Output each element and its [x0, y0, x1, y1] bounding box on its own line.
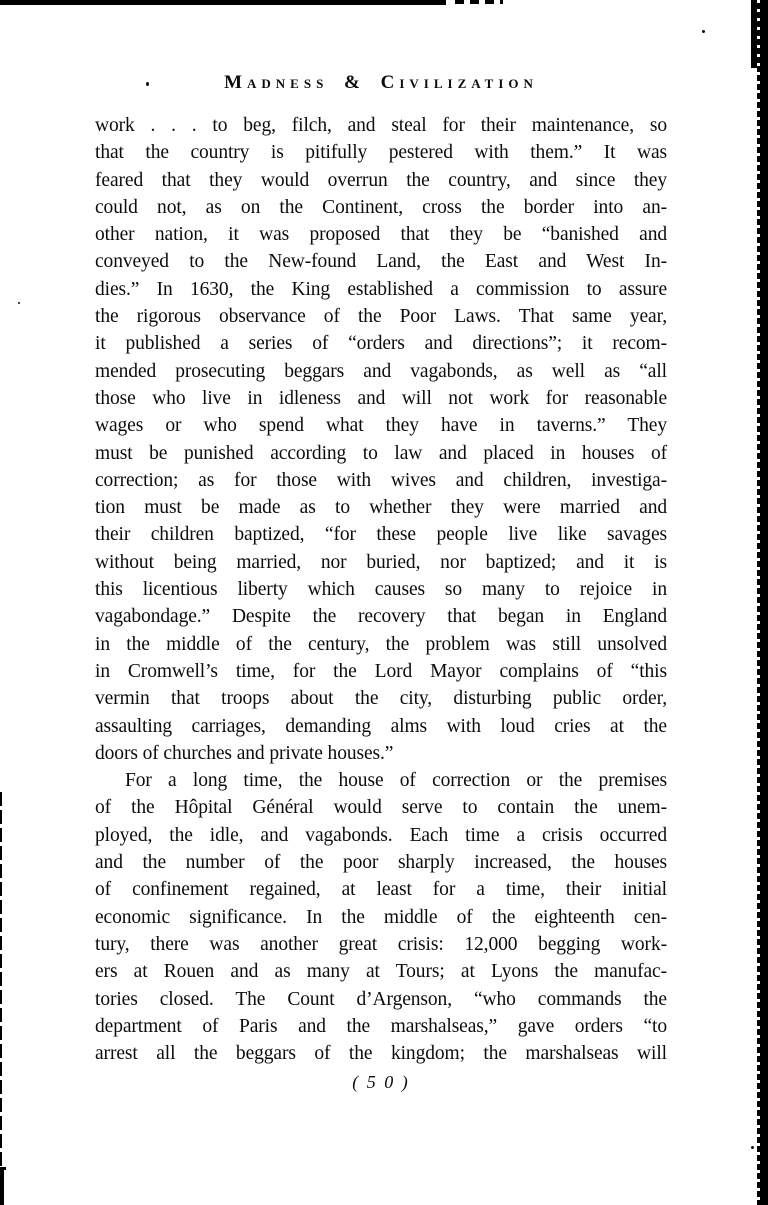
text-line: mended prosecuting beggars and vagabonds, as well as “all [95, 360, 667, 382]
scan-edge-top-bar [0, 0, 446, 5]
text-line: it published a series of “orders and directions”; it recom- [95, 333, 667, 355]
text-line: of the Hôpital Général would serve to contain the unem- [95, 797, 667, 819]
text-line: ers at Rouen and as many at Tours; at Lyons the manufac- [95, 961, 667, 983]
scan-speck [18, 302, 20, 304]
text-line: in the middle of the century, the problem was still unsolved [95, 633, 667, 655]
text-line: without being married, nor buried, nor baptized; and it is [95, 551, 667, 573]
text-line: tury, there was another great crisis: 12,000 begging work- [95, 933, 667, 955]
text-line: other nation, it was proposed that they be “banished and [95, 224, 667, 246]
scan-edge-left-line [0, 792, 2, 1170]
text-line: dies.” In 1630, the King established a commission to assure [95, 278, 667, 300]
text-line: of confinement regained, at least for a time, their initial [95, 879, 667, 901]
scan-edge-top-dashes [455, 0, 503, 4]
text-line: that the country is pitifully pestered with them.” It was [95, 142, 667, 164]
text-line: and the number of the poor sharply increased, the houses [95, 852, 667, 874]
text-line: feared that they would overrun the country, and since they [95, 169, 667, 191]
scan-speck [702, 30, 705, 33]
page-number: ( 5 0 ) [352, 1072, 410, 1092]
text-line: department of Paris and the marshalseas,” gave orders “to [95, 1015, 667, 1037]
film-strip-right-edge [757, 0, 768, 1205]
scan-speck [751, 1146, 754, 1149]
text-line: doors of churches and private houses.” [95, 742, 394, 764]
text-line: correction; as for those with wives and children, investiga- [95, 469, 667, 491]
text-line: For a long time, the house of correction or the premises [125, 770, 667, 792]
running-head-title: Madness & Civilization [224, 72, 538, 93]
text-line: arrest all the beggars of the kingdom; the marshalseas will [95, 1043, 667, 1065]
text-line: assaulting carriages, demanding alms with loud cries at the [95, 715, 667, 737]
text-line: the rigorous observance of the Poor Laws. That same year, [95, 306, 667, 328]
text-line: those who live in idleness and will not work for reasonable [95, 387, 667, 409]
text-line: ployed, the idle, and vagabonds. Each time a crisis occurred [95, 824, 667, 846]
scan-edge-corner-bar [0, 1170, 4, 1205]
text-line: their children baptized, “for these people live like savages [95, 524, 667, 546]
text-line: tion must be made as to whether they were married and [95, 497, 667, 519]
text-line: could not, as on the Continent, cross the border into an- [95, 196, 667, 218]
body-text [95, 112, 667, 1067]
text-line: vermin that troops about the city, disturbing public order, [95, 688, 667, 710]
text-line: wages or who spend what they have in taverns.” They [95, 415, 667, 437]
text-line: must be punished according to law and placed in houses of [95, 442, 667, 464]
text-line: in Cromwell’s time, for the Lord Mayor complains of “this [95, 660, 667, 682]
text-line: vagabondage.” Despite the recovery that began in England [95, 606, 667, 628]
text-line: tories closed. The Count d’Argenson, “who commands the [95, 988, 667, 1010]
text-line: work . . . to beg, filch, and steal for their maintenance, so [95, 115, 667, 136]
text-line: economic significance. In the middle of the eighteenth cen- [95, 906, 667, 928]
text-line: this licentious liberty which causes so many to rejoice in [95, 579, 667, 601]
text-line: conveyed to the New-found Land, the East and West In- [95, 251, 667, 273]
